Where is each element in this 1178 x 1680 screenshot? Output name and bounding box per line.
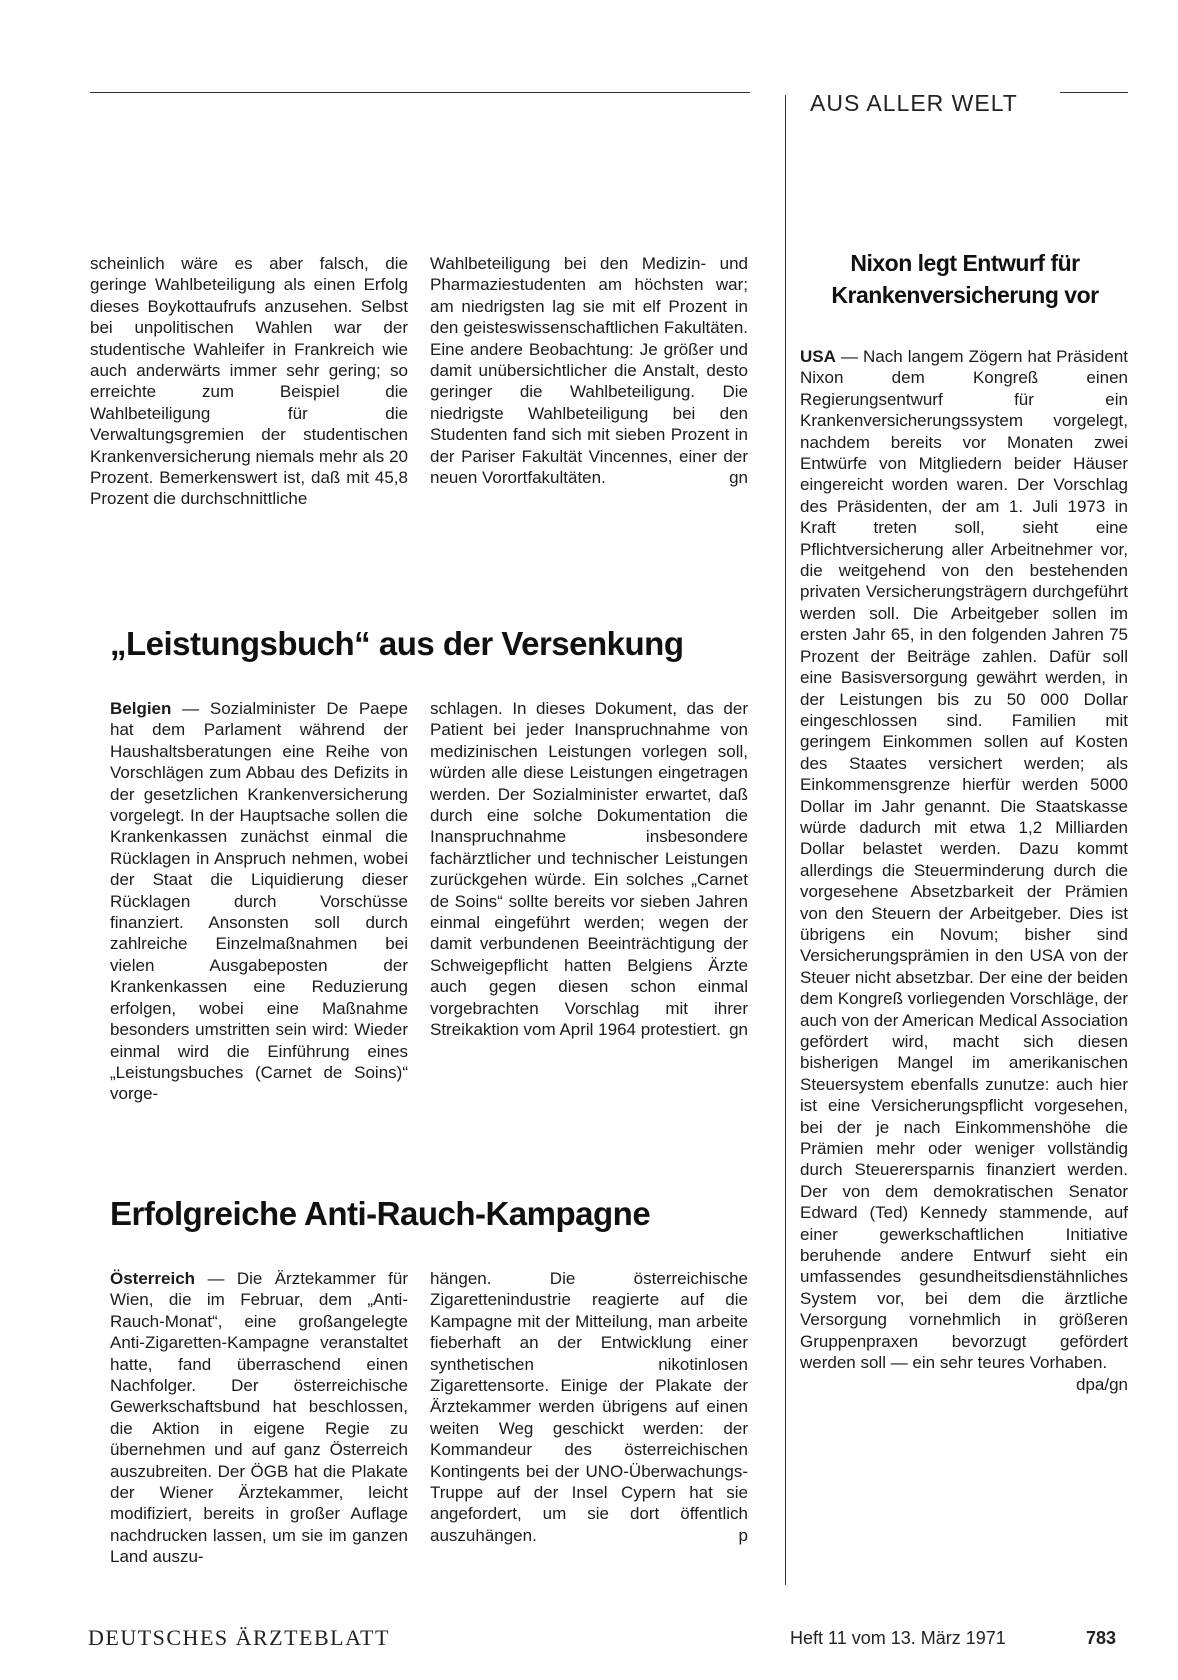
leistungsbuch-col1: [110, 698, 408, 1105]
continued-article-col2-text: Wahlbeteiligung bei den Medizin- und Pharmaziestudenten am höchsten war; am niedrigsten lag sie mit elf Prozent in den geisteswissenschaftlichen Fakultäten. Eine andere Beobachtung: Je größer und damit unübersichtlicher die Anstalt, desto geringer die Wahlbeteiligung. Die niedrigste Wahlbeteiligung bei den Studenten fand sich mit sieben Prozent in der Pariser Fakultät Vincennes, einer der neuen Vorortfakultäten.: [430, 254, 748, 488]
column-divider: [785, 95, 786, 1585]
nixon-headline-line2: Krankenversicherung vor: [831, 282, 1099, 308]
leistungsbuch-col2-text: schlagen. In dieses Dokument, das der Patient bei jeder Inanspruchnahme von medizinischen Leistungen vorlegen soll, würden alle diese Leistungen eingetragen werden. Der Sozialminister erwartet, daß durch eine solche Dokumentation die Inanspruchnahme insbesondere fachärztlicher und technischer Leistungen zurückgehen würde. Ein solches „Carnet de Soins“ sollte bereits vor sieben Jahren einmal eingeführt werden; wegen der damit verbundenen Beeinträchtigung der Schweigepflicht hatten Belgiens Ärzte auch gegen diesen schon einmal vorgebrachten Vorschlag mit ihrer Streikaktion vom April 1964 protestiert.: [430, 699, 748, 1040]
antirauch-col2: [430, 1268, 748, 1546]
antirauch-col1-text: — Die Ärztekammer für Wien, die im Februar, dem „Anti-Rauch-Monat“, eine großangelegte Anti-Zigaretten-Kampagne veranstaltet hatte, fand überraschend einen Nachfolger. Der österreichische Gewerkschaftsbund hat beschlossen, die Aktion in eigene Regie zu übernehmen und auf ganz Österreich auszubreiten. Der ÖGB hat die Plakate der Wiener Ärztekammer, leicht modifiziert, bereits in großer Auflage nachdrucken lassen, um sie im ganzen Land auszu-: [110, 1269, 408, 1567]
continued-article-credit: gn: [729, 468, 748, 488]
nixon-dateline: USA: [800, 347, 836, 366]
footer-issue: Heft 11 vom 13. März 1971: [790, 1628, 1006, 1648]
nixon-headline: [800, 247, 1130, 311]
leistungsbuch-col1-text: — Sozialminister De Paepe hat dem Parlament während der Haushaltsberatungen eine Reihe von Vorschlägen zum Abbau des Defizits in der gesetzlichen Krankenversicherung vorgelegt. In der Hauptsache sollen die Krankenkassen zunächst einmal die Rücklagen in Anspruch nehmen, wobei der Staat die Liquidierung dieser Rücklagen durch Vorschüsse finanziert. Ansonsten soll durch zahlreiche Einzelmaßnahmen bei vielen Ausgabeposten der Krankenkassen eine Reduzierung erfolgen, wobei eine Maßnahme besonders umstritten sein wird: Wieder einmal wird die Einführung eines „Leistungsbuches (Carnet de Soins)“ vorge-: [110, 699, 408, 1104]
nixon-headline-line1: Nixon legt Entwurf für: [850, 250, 1080, 276]
top-rule-left: [90, 92, 750, 93]
nixon-body: [800, 346, 1128, 1395]
leistungsbuch-credit: gn: [729, 1020, 748, 1040]
leistungsbuch-col2: [430, 698, 748, 1041]
continued-article-col2: [430, 253, 748, 488]
antirauch-headline: Erfolgreiche Anti-Rauch-Kampagne: [110, 1195, 651, 1232]
footer-page-number: 783: [1086, 1628, 1117, 1648]
leistungsbuch-dateline: Belgien: [110, 699, 172, 718]
top-rule-right: [1060, 92, 1128, 93]
antirauch-credit: p: [738, 1525, 748, 1545]
nixon-body-text: — Nach langem Zögern hat Präsident Nixon dem Kongreß einen Regierungsentwurf für ein Krankenversicherungssystem vorgelegt, nachdem bereits vor Monaten zwei Entwürfe von Mitgliedern beider Häuser eingereicht worden waren. Der Vorschlag des Präsidenten, der am 1. Juli 1973 in Kraft treten soll, sieht eine Pflichtversicherung aller Arbeitnehmer vor, die weitgehend von den bestehenden privaten Versicherungsträgern durchgeführt werden soll. Die Arbeitgeber sollen im ersten Jahr 65, in den folgenden Jahren 75 Prozent der Beiträge zahlen. Dafür soll eine Basisversorgung gewährt werden, in der Leistungen bis zu 50 000 Dollar eingeschlossen sind. Familien mit geringem Einkommen sollen auf Kosten des Staates versichert werden; als Einkommensgrenze hierfür werden 5000 Dollar im Jahr genannt. Die Staatskasse würde dadurch mit etwa 1,2 Milliarden Dollar belastet werden. Dazu kommt allerdings die Steuerminderung durch die vorgesehene Absetzbarkeit der Prämien von den Steuern der Arbeitgeber. Dies ist übrigens ein Novum; bisher sind Versicherungsprämien in den USA von der Steuer nicht absetzbar. Der eine der beiden dem Kongreß vorliegenden Vorschläge, der auch von der American Medical Association gefördert wird, macht sich diesen bisherigen Mangel im amerikanischen Steuersystem ebenfalls zunutze: auch hier ist eine Versicherungspflicht vorgesehen, bei der je nach Einkommenshöhe die Prämien mehr oder weniger vollständig durch Steuerersparnis finanziert werden. Der von dem demokratischen Senator Edward (Ted) Kennedy stammende, auf einer gewerkschaftlichen Initiative beruhende andere Entwurf sieht ein umfassendes gesundheitsdienstähnliches System vor, bei dem die ärztliche Versorgung vornehmlich in größeren Gruppenpraxen bevorzugt gefördert werden soll — ein sehr teures Vorhaben.: [800, 347, 1128, 1373]
continued-article-col1: [90, 253, 408, 510]
nixon-credit: dpa/gn: [1076, 1374, 1128, 1394]
antirauch-dateline: Österreich: [110, 1269, 196, 1288]
antirauch-col1: [110, 1268, 408, 1568]
footer-publication: DEUTSCHES ÄRZTEBLATT: [88, 1625, 390, 1650]
continued-article-col1-text: scheinlich wäre es aber falsch, die geringe Wahlbeteiligung als einen Erfolg dieses Boykottaufrufs anzusehen. Selbst bei unpolitischen Wahlen war der studentische Wahleifer in Frankreich wie auch anderwärts immer sehr gering; so erreichte zum Beispiel die Wahlbeteiligung für die Verwaltungsgremien der studentischen Krankenversicherung niemals mehr als 20 Prozent. Bemerkenswert ist, daß mit 45,8 Prozent die durchschnittliche: [90, 254, 408, 509]
antirauch-col2-text: hängen. Die österreichische Zigarettenindustrie reagierte auf die Kampagne mit der Mitteilung, man arbeite fieberhaft an der Entwicklung einer synthetischen nikotinlosen Zigarettensorte. Einige der Plakate der Ärztekammer werden übrigens auf einen weiten Weg geschickt werden: der Kommandeur des österreichischen Kontingents bei der UNO-Überwachungs-Truppe auf der Insel Cypern hat sie angefordert, um sie dort öffentlich auszuhängen.: [430, 1269, 748, 1545]
section-label: AUS ALLER WELT: [810, 90, 1018, 116]
leistungsbuch-headline: „Leistungsbuch“ aus der Versenkung: [110, 625, 684, 662]
